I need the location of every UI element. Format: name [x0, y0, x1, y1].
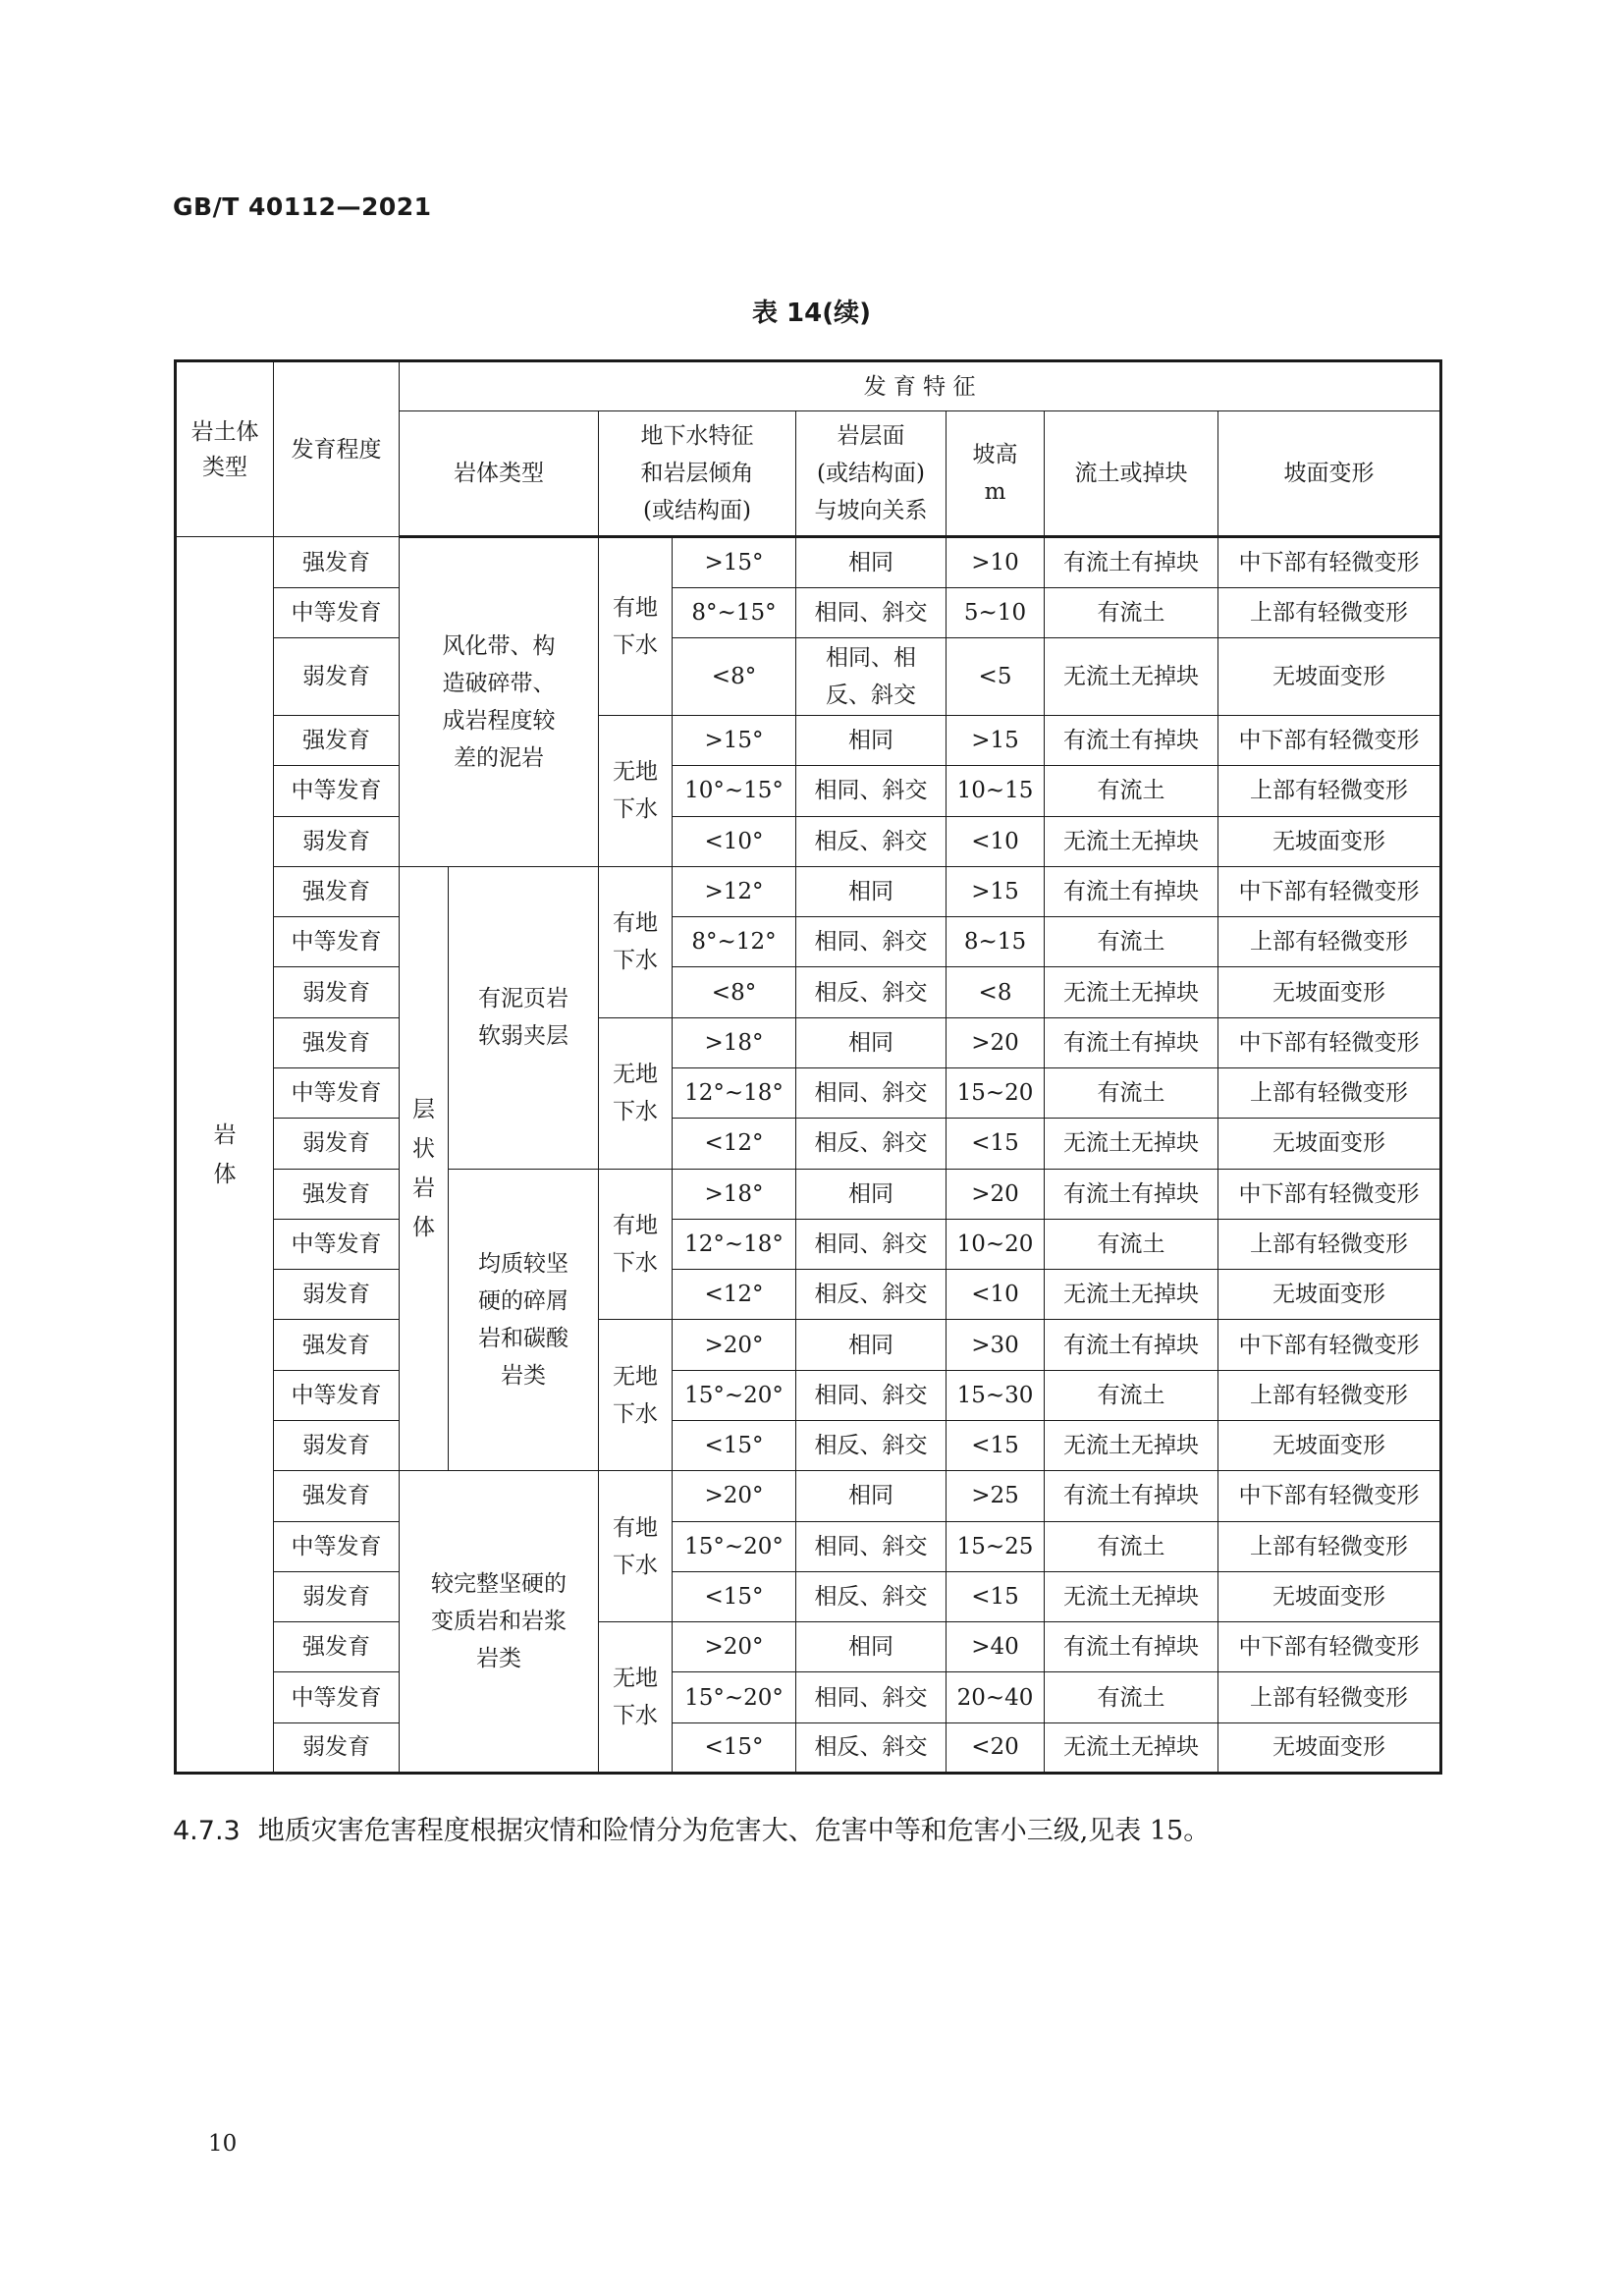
slope-height-cell: <10	[947, 816, 1045, 866]
header-relation	[796, 411, 947, 537]
dip-angle-cell: >15°	[673, 537, 796, 587]
table-row	[176, 1169, 1441, 1219]
deformation-cell: 上部有轻微变形	[1218, 766, 1441, 816]
paragraph-4-7-3	[173, 1809, 1210, 1847]
table-row	[176, 1370, 1441, 1420]
rock-type-metamorphic	[400, 1471, 599, 1774]
relation-cell: 相反、斜交	[796, 1571, 947, 1621]
groundwater-cell-text: 无地下水	[613, 1363, 658, 1427]
table-row	[176, 1119, 1441, 1169]
slope-height-cell: <20	[947, 1722, 1045, 1773]
degree-cell: 强发育	[274, 1622, 400, 1672]
degree-cell: 中等发育	[274, 587, 400, 637]
relation-cell: 相反、斜交	[796, 1270, 947, 1320]
table-row	[176, 1067, 1441, 1118]
flow-cell: 有流土	[1045, 1067, 1218, 1118]
deformation-cell: 无坡面变形	[1218, 816, 1441, 866]
deformation-cell: 中下部有轻微变形	[1218, 1169, 1441, 1219]
degree-cell: 强发育	[274, 1471, 400, 1521]
rock-type-clastic-text: 均质较坚硬的碎屑岩和碳酸岩类	[478, 1250, 568, 1389]
dip-angle-cell: >20°	[673, 1622, 796, 1672]
degree-cell: 中等发育	[274, 1067, 400, 1118]
relation-cell: 相反、斜交	[796, 816, 947, 866]
degree-cell: 强发育	[274, 1169, 400, 1219]
table-row	[176, 816, 1441, 866]
dip-angle-cell: <8°	[673, 638, 796, 716]
slope-height-cell: 15~30	[947, 1370, 1045, 1420]
header-relation-line: 与坡向关系	[814, 498, 928, 524]
groundwater-cell	[599, 537, 673, 716]
header-deformation: 坡面变形	[1218, 411, 1441, 537]
table-row	[176, 967, 1441, 1017]
relation-cell: 相同、斜交	[796, 1370, 947, 1420]
degree-cell: 弱发育	[274, 967, 400, 1017]
groundwater-cell	[599, 1169, 673, 1320]
dip-angle-cell: <10°	[673, 816, 796, 866]
degree-cell: 强发育	[274, 1017, 400, 1067]
dip-angle-cell: >18°	[673, 1017, 796, 1067]
degree-cell: 中等发育	[274, 917, 400, 967]
header-relation-line: (或结构面)	[817, 461, 925, 487]
table-row	[176, 716, 1441, 766]
dip-angle-cell: <12°	[673, 1270, 796, 1320]
degree-cell: 中等发育	[274, 1672, 400, 1722]
dip-angle-cell: >15°	[673, 716, 796, 766]
slope-height-cell: 8~15	[947, 917, 1045, 967]
deformation-cell: 无坡面变形	[1218, 967, 1441, 1017]
slope-height-cell: 20~40	[947, 1672, 1045, 1722]
slope-height-cell: 5~10	[947, 587, 1045, 637]
slope-height-cell: <8	[947, 967, 1045, 1017]
deformation-cell: 上部有轻微变形	[1218, 917, 1441, 967]
groundwater-cell-text: 有地下水	[613, 1514, 658, 1578]
groundwater-cell-text: 无地下水	[613, 1062, 658, 1125]
slope-height-cell: >15	[947, 716, 1045, 766]
relation-cell: 相反、斜交	[796, 1420, 947, 1470]
relation-cell: 相同、斜交	[796, 587, 947, 637]
deformation-cell: 无坡面变形	[1218, 1270, 1441, 1320]
deformation-cell: 上部有轻微变形	[1218, 587, 1441, 637]
groundwater-cell-text: 有地下水	[613, 595, 658, 659]
flow-cell: 无流土无掉块	[1045, 1420, 1218, 1470]
relation-cell: 相同	[796, 1169, 947, 1219]
header-features: 发 育 特 征	[400, 361, 1441, 411]
standard-code: GB/T 40112—2021	[173, 192, 432, 221]
flow-cell: 有流土	[1045, 766, 1218, 816]
table-row	[176, 638, 1441, 716]
table-row	[176, 537, 1441, 587]
dip-angle-cell: >20°	[673, 1471, 796, 1521]
relation-cell: 相同、斜交	[796, 917, 947, 967]
slope-height-cell: >20	[947, 1169, 1045, 1219]
table-row	[176, 1017, 1441, 1067]
slope-height-cell: >10	[947, 537, 1045, 587]
groundwater-cell-text: 有地下水	[613, 1212, 658, 1276]
dip-angle-cell: >18°	[673, 1169, 796, 1219]
flow-cell: 无流土无掉块	[1045, 816, 1218, 866]
deformation-cell: 上部有轻微变形	[1218, 1521, 1441, 1571]
dip-angle-cell: <15°	[673, 1722, 796, 1773]
paragraph-number: 4.7.3	[173, 1816, 241, 1846]
slope-height-cell: >25	[947, 1471, 1045, 1521]
degree-cell: 弱发育	[274, 1420, 400, 1470]
flow-cell: 有流土	[1045, 587, 1218, 637]
paragraph-text: 地质灾害危害程度根据灾情和险情分为危害大、危害中等和危害小三级,见表 15。	[257, 1816, 1211, 1846]
relation-cell: 相同、斜交	[796, 1219, 947, 1269]
groundwater-cell	[599, 1471, 673, 1622]
slope-height-cell: 15~20	[947, 1067, 1045, 1118]
deformation-cell: 中下部有轻微变形	[1218, 1622, 1441, 1672]
dip-angle-cell: <15°	[673, 1571, 796, 1621]
rock-type-weathered-text: 风化带、构造破碎带、成岩程度较差的泥岩	[442, 633, 556, 772]
relation-cell: 相同	[796, 866, 947, 916]
flow-cell: 有流土有掉块	[1045, 716, 1218, 766]
deformation-cell: 中下部有轻微变形	[1218, 1471, 1441, 1521]
table-row	[176, 1571, 1441, 1621]
rock-type-weathered	[400, 537, 599, 866]
groundwater-cell-text: 有地下水	[613, 910, 658, 974]
deformation-cell: 无坡面变形	[1218, 1571, 1441, 1621]
relation-cell: 相反、斜交	[796, 1722, 947, 1773]
degree-cell: 弱发育	[274, 1270, 400, 1320]
dip-angle-cell: 12°~18°	[673, 1067, 796, 1118]
table-row	[176, 1420, 1441, 1470]
header-flow: 流土或掉块	[1045, 411, 1218, 537]
slope-height-cell: 15~25	[947, 1521, 1045, 1571]
deformation-cell: 中下部有轻微变形	[1218, 716, 1441, 766]
table-row	[176, 1672, 1441, 1722]
slope-height-cell: <15	[947, 1420, 1045, 1470]
table-row	[176, 1471, 1441, 1521]
table-row	[176, 917, 1441, 967]
degree-cell: 强发育	[274, 537, 400, 587]
dip-angle-cell: >20°	[673, 1320, 796, 1370]
table-row	[176, 587, 1441, 637]
degree-cell: 弱发育	[274, 638, 400, 716]
table-row	[176, 766, 1441, 816]
flow-cell: 有流土有掉块	[1045, 1622, 1218, 1672]
dip-angle-cell: <12°	[673, 1119, 796, 1169]
groundwater-cell	[599, 1320, 673, 1471]
rock-type-metamorphic-text: 较完整坚硬的变质岩和岩浆岩类	[431, 1571, 567, 1672]
header-height-line: 坡高	[972, 442, 1018, 468]
deformation-cell: 无坡面变形	[1218, 1119, 1441, 1169]
flow-cell: 无流土无掉块	[1045, 1270, 1218, 1320]
groundwater-cell	[599, 866, 673, 1017]
flow-cell: 有流土有掉块	[1045, 866, 1218, 916]
table-row	[176, 1722, 1441, 1773]
flow-cell: 有流土	[1045, 1370, 1218, 1420]
development-characteristics-table	[174, 359, 1442, 1775]
deformation-cell: 中下部有轻微变形	[1218, 1320, 1441, 1370]
relation-cell: 相同	[796, 1320, 947, 1370]
deformation-cell: 上部有轻微变形	[1218, 1672, 1441, 1722]
deformation-cell: 中下部有轻微变形	[1218, 1017, 1441, 1067]
flow-cell: 无流土无掉块	[1045, 967, 1218, 1017]
relation-cell: 相同	[796, 1017, 947, 1067]
degree-cell: 弱发育	[274, 1119, 400, 1169]
header-relation-line: 岩层面	[837, 423, 905, 450]
rock-type-mudstone-text: 有泥页岩软弱夹层	[478, 986, 568, 1050]
flow-cell: 有流土	[1045, 917, 1218, 967]
slope-height-cell: <10	[947, 1270, 1045, 1320]
degree-cell: 强发育	[274, 716, 400, 766]
header-groundwater	[599, 411, 796, 537]
dip-angle-cell: 15°~20°	[673, 1672, 796, 1722]
degree-cell: 中等发育	[274, 1521, 400, 1571]
relation-cell: 相同	[796, 716, 947, 766]
table-row	[176, 1270, 1441, 1320]
slope-height-cell: >20	[947, 1017, 1045, 1067]
dip-angle-cell: 8°~12°	[673, 917, 796, 967]
header-rock-type: 岩体类型	[400, 411, 599, 537]
flow-cell: 有流土有掉块	[1045, 537, 1218, 587]
flow-cell: 无流土无掉块	[1045, 1722, 1218, 1773]
deformation-cell: 无坡面变形	[1218, 1722, 1441, 1773]
groundwater-cell	[599, 716, 673, 867]
deformation-cell: 上部有轻微变形	[1218, 1370, 1441, 1420]
degree-cell: 强发育	[274, 866, 400, 916]
flow-cell: 无流土无掉块	[1045, 1571, 1218, 1621]
header-degree: 发育程度	[274, 361, 400, 537]
dip-angle-cell: 15°~20°	[673, 1370, 796, 1420]
flow-cell: 有流土	[1045, 1521, 1218, 1571]
degree-cell: 弱发育	[274, 1571, 400, 1621]
deformation-cell: 无坡面变形	[1218, 638, 1441, 716]
flow-cell: 有流土有掉块	[1045, 1320, 1218, 1370]
deformation-cell: 中下部有轻微变形	[1218, 866, 1441, 916]
relation-cell-text: 相同、相反、斜交	[826, 645, 916, 709]
table-row	[176, 1521, 1441, 1571]
header-height-line: m	[984, 479, 1006, 506]
flow-cell: 有流土有掉块	[1045, 1169, 1218, 1219]
header-groundwater-line: 和岩层倾角	[640, 461, 754, 487]
flow-cell: 无流土无掉块	[1045, 638, 1218, 716]
flow-cell: 有流土	[1045, 1672, 1218, 1722]
relation-cell: 相反、斜交	[796, 1119, 947, 1169]
relation-cell: 相同	[796, 1471, 947, 1521]
degree-cell: 中等发育	[274, 1370, 400, 1420]
dip-angle-cell: 15°~20°	[673, 1521, 796, 1571]
deformation-cell: 无坡面变形	[1218, 1420, 1441, 1470]
dip-angle-cell: >12°	[673, 866, 796, 916]
flow-cell: 有流土有掉块	[1045, 1017, 1218, 1067]
slope-height-cell: <15	[947, 1119, 1045, 1169]
relation-cell: 相同、斜交	[796, 1067, 947, 1118]
deformation-cell: 上部有轻微变形	[1218, 1067, 1441, 1118]
dip-angle-cell: 12°~18°	[673, 1219, 796, 1269]
slope-height-cell: <15	[947, 1571, 1045, 1621]
slope-height-cell: 10~20	[947, 1219, 1045, 1269]
relation-cell: 相同	[796, 1622, 947, 1672]
deformation-cell: 中下部有轻微变形	[1218, 537, 1441, 587]
groundwater-cell	[599, 1017, 673, 1169]
soil-type-cell-text: 岩体	[213, 1121, 237, 1187]
header-groundwater-line: 地下水特征	[640, 423, 754, 450]
relation-cell: 相同	[796, 537, 947, 587]
slope-height-cell: >40	[947, 1622, 1045, 1672]
header-height	[947, 411, 1045, 537]
header-groundwater-line: (或结构面)	[643, 498, 751, 524]
relation-cell: 相同、斜交	[796, 1521, 947, 1571]
relation-cell	[796, 638, 947, 716]
dip-angle-cell: 10°~15°	[673, 766, 796, 816]
flow-cell: 有流土有掉块	[1045, 1471, 1218, 1521]
degree-cell: 弱发育	[274, 816, 400, 866]
dip-angle-cell: <8°	[673, 967, 796, 1017]
relation-cell: 相反、斜交	[796, 967, 947, 1017]
degree-cell: 弱发育	[274, 1722, 400, 1773]
table-caption: 表 14(续)	[752, 299, 871, 328]
groundwater-cell	[599, 1622, 673, 1774]
degree-cell: 中等发育	[274, 766, 400, 816]
table-row	[176, 1320, 1441, 1370]
deformation-cell: 上部有轻微变形	[1218, 1219, 1441, 1269]
degree-cell: 中等发育	[274, 1219, 400, 1269]
page-number: 10	[208, 2131, 238, 2157]
slope-height-cell: <5	[947, 638, 1045, 716]
flow-cell: 无流土无掉块	[1045, 1119, 1218, 1169]
rock-type-clastic	[449, 1169, 599, 1471]
rock-type-mudstone	[449, 866, 599, 1169]
degree-cell: 强发育	[274, 1320, 400, 1370]
layered-rock-label-text: 层状岩体	[412, 1097, 435, 1241]
slope-height-cell: >15	[947, 866, 1045, 916]
table-row	[176, 1219, 1441, 1269]
table-row	[176, 866, 1441, 916]
dip-angle-cell: 8°~15°	[673, 587, 796, 637]
header-soil-type: 岩土体类型	[176, 361, 274, 537]
relation-cell: 相同、斜交	[796, 1672, 947, 1722]
soil-type-cell	[176, 537, 274, 1774]
layered-rock-label	[400, 866, 449, 1470]
slope-height-cell: >30	[947, 1320, 1045, 1370]
dip-angle-cell: <15°	[673, 1420, 796, 1470]
groundwater-cell-text: 无地下水	[613, 1666, 658, 1729]
slope-height-cell: 10~15	[947, 766, 1045, 816]
relation-cell: 相同、斜交	[796, 766, 947, 816]
table-row	[176, 1622, 1441, 1672]
flow-cell: 有流土	[1045, 1219, 1218, 1269]
groundwater-cell-text: 无地下水	[613, 759, 658, 823]
